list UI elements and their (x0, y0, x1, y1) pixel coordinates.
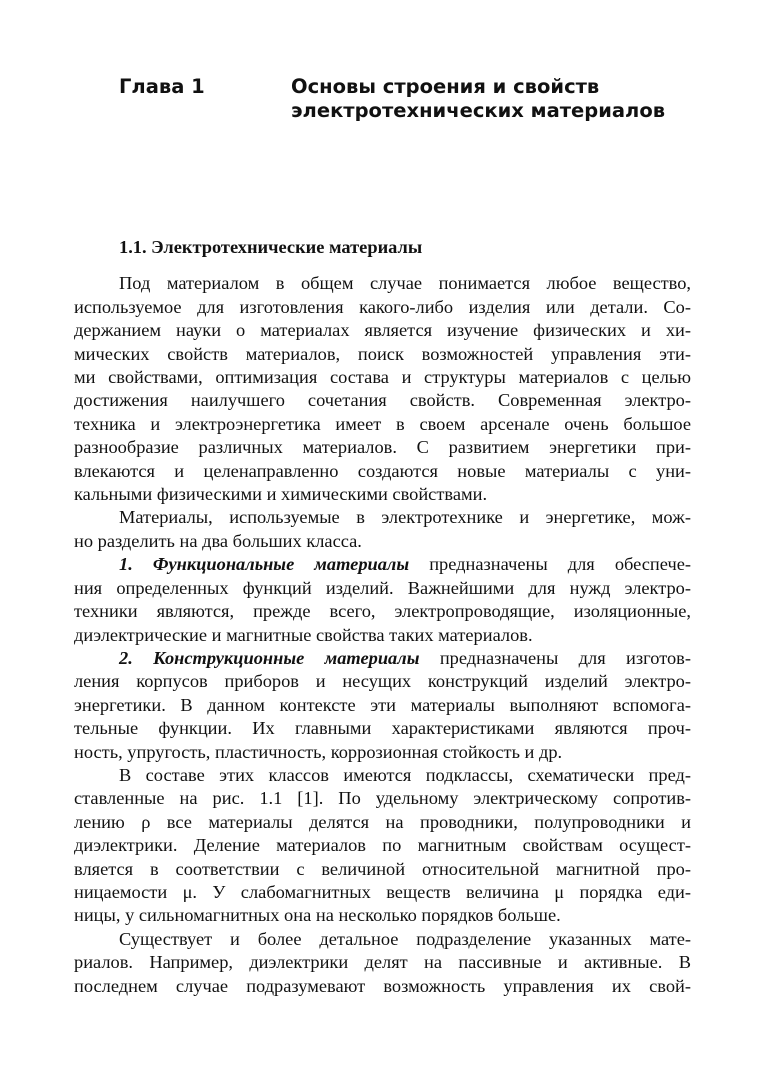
text-line: диэлектрические и магнитные свойства таких материалов. (74, 624, 533, 645)
text-line: энергетики. В данном контексте эти материалы выполняют вспомога- (74, 694, 691, 715)
text-line: достижения наилучшего сочетания свойств. Современная электро- (74, 390, 691, 411)
text-line (74, 553, 691, 576)
text-line: вляется в соответствии с величиной относительной магнитной про- (74, 858, 691, 879)
text-line: держанием науки о материалах является изучение физических и хи- (74, 320, 691, 341)
text-fragment: предназначены для изготов- (419, 647, 691, 668)
text-fragment: предназначены для обеспече- (409, 554, 691, 575)
paragraph (74, 928, 691, 998)
text-line: ми свойствами, оптимизация состава и структуры материалов с целью (74, 367, 691, 388)
text-line: тельные функции. Их главными характеристиками являются проч- (74, 718, 691, 739)
term-functional-materials: 1. Функциональные материалы (119, 554, 410, 575)
text-line: ления корпусов приборов и несущих конструкций изделий электро- (74, 671, 691, 692)
text-line: Под материалом в общем случае понимается любое вещество, (119, 273, 691, 294)
text-line: ность, упругость, пластичность, коррозионная стойкость и др. (74, 741, 563, 762)
text-line: Материалы, используемые в электротехнике и энергетике, мож- (119, 507, 691, 528)
text-line (74, 647, 691, 670)
chapter-label: Глава 1 (119, 75, 205, 98)
text-line: разнообразие различных материалов. С развитием энергетики при- (74, 437, 691, 458)
text-line: диэлектрики. Деление материалов по магнитным свойствам осущест- (74, 835, 691, 856)
section-title: 1.1. Электротехнические материалы (119, 237, 423, 257)
text-line: последнем случае подразумевают возможность управления их свой- (74, 975, 691, 996)
paragraph (74, 506, 691, 553)
section (74, 236, 691, 998)
text-line: техники являются, прежде всего, электропроводящие, изоляционные, (74, 601, 691, 622)
chapter-title-line: Основы строения и свойств (291, 75, 600, 98)
text-line: ния определенных функций изделий. Важнейшими для нужд электро- (74, 577, 691, 598)
text-line: лению ρ все материалы делятся на проводники, полупроводники и (74, 811, 691, 832)
text-line: ницы, у сильномагнитных она на несколько порядков больше. (74, 905, 561, 926)
paragraph (74, 647, 691, 764)
text-line: ницаемости μ. У слабомагнитных веществ величина μ порядка еди- (74, 881, 691, 902)
text-line: кальными физическими и химическими свойствами. (74, 484, 488, 505)
text-line: мических свойств материалов, поиск возможностей управления эти- (74, 343, 691, 364)
term-structural-materials: 2. Конструкционные материалы (119, 647, 420, 668)
text-line: используемое для изготовления какого-либо изделия или детали. Со- (74, 296, 691, 317)
text-line: но разделить на два больших класса. (74, 530, 362, 551)
paragraph (74, 272, 691, 506)
text-line: ставленные на рис. 1.1 [1]. По удельному электрическому сопротив- (74, 788, 691, 809)
text-line: техника и электроэнергетика имеет в своем арсенале очень большое (74, 413, 691, 434)
paragraph (74, 553, 691, 647)
chapter-title-line: электротехнических материалов (291, 99, 666, 122)
text-line: Существует и более детальное подразделение указанных мате- (119, 928, 691, 949)
text-line: риалов. Например, диэлектрики делят на пассивные и активные. В (74, 952, 691, 973)
text-line: влекаются и целенаправленно создаются новые материалы с уни- (74, 460, 691, 481)
paragraph (74, 764, 691, 928)
chapter-title (291, 75, 711, 123)
text-line: В составе этих классов имеются подклассы, схематически пред- (119, 764, 691, 785)
